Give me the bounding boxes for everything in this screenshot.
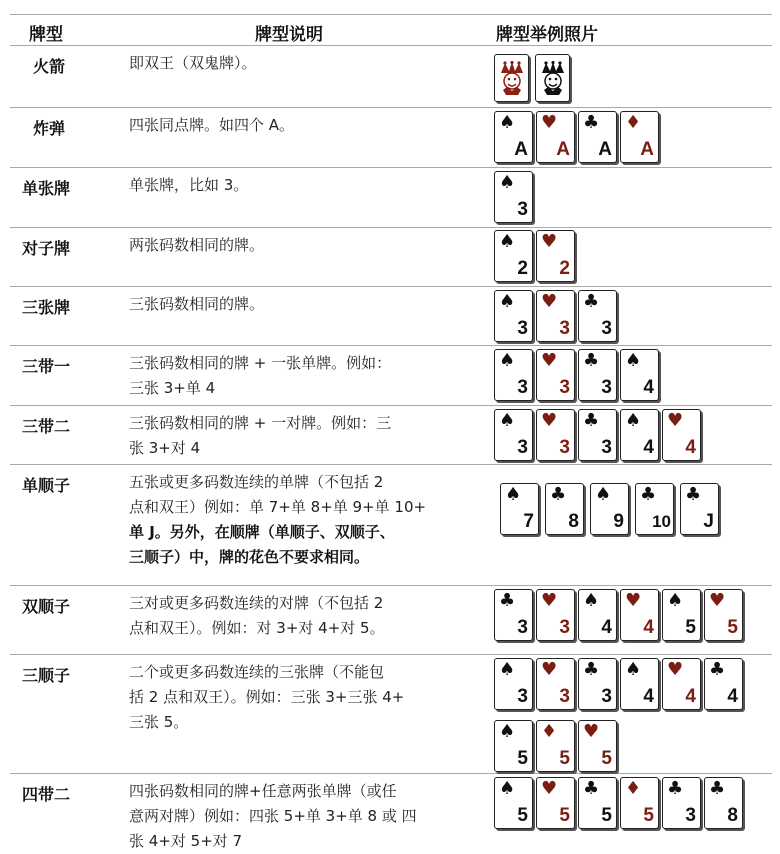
playing-card — [494, 230, 533, 282]
playing-card — [578, 777, 617, 829]
row-name-single: 单张牌 — [22, 179, 71, 198]
card-rank: A — [514, 139, 528, 160]
card-rank: 8 — [568, 511, 579, 532]
spade-icon: ♠ — [499, 291, 516, 312]
club-icon: ♣ — [583, 291, 600, 312]
playing-card — [536, 111, 575, 163]
heart-icon: ♥ — [541, 590, 558, 611]
playing-card — [536, 230, 575, 282]
card-rank: 3 — [559, 686, 570, 707]
playing-card — [680, 483, 719, 535]
playing-card — [536, 777, 575, 829]
card-rank: 4 — [727, 686, 738, 707]
playing-card — [500, 483, 539, 535]
row-rule — [10, 654, 772, 655]
heart-icon: ♥ — [667, 659, 684, 680]
row-name-triple-one: 三带一 — [22, 357, 71, 376]
row-description: 三张码数相同的牌 + 一张单牌。例如： 三张 3+单 4 — [129, 354, 392, 397]
header-rule — [10, 45, 772, 46]
heart-icon: ♥ — [541, 659, 558, 680]
card-rank: 4 — [643, 617, 654, 638]
playing-card — [578, 589, 617, 641]
card-rank: 4 — [685, 686, 696, 707]
diamond-icon: ♦ — [625, 778, 642, 799]
card-rank: 4 — [643, 377, 654, 398]
row-rule — [10, 773, 772, 774]
row-rule — [10, 464, 772, 465]
diamond-icon: ♦ — [541, 721, 558, 742]
row-name-triple: 三张牌 — [22, 298, 71, 317]
row-name-pair-straight: 双顺子 — [22, 597, 71, 616]
spade-icon: ♠ — [583, 590, 600, 611]
club-icon: ♣ — [583, 112, 600, 133]
spade-icon: ♠ — [499, 172, 516, 193]
row-rule — [10, 227, 772, 228]
spade-icon: ♠ — [625, 410, 642, 431]
playing-card — [536, 349, 575, 401]
row-description: 五张或更多码数连续的单牌（不包括 2 点和双王）例如：单 7+单 8+单 9+单 10+ 单 J。另外，在顺牌（单顺子、双顺子、 三顺子）中，牌的花色不要求相同。 — [129, 473, 427, 566]
club-icon: ♣ — [583, 410, 600, 431]
card-rank: 4 — [643, 686, 654, 707]
spade-icon: ♠ — [499, 350, 516, 371]
heart-icon: ♥ — [541, 350, 558, 371]
card-rank: 4 — [643, 437, 654, 458]
heart-icon: ♥ — [667, 410, 684, 431]
playing-card — [635, 483, 674, 535]
card-rank: A — [556, 139, 570, 160]
card-rank: 3 — [559, 377, 570, 398]
playing-card — [662, 658, 701, 710]
card-rank: 3 — [559, 617, 570, 638]
card-rank: 5 — [643, 805, 654, 826]
playing-card — [494, 777, 533, 829]
header-example: 牌型举例照片 — [496, 25, 598, 45]
playing-card — [545, 483, 584, 535]
card-rank: 3 — [559, 318, 570, 339]
row-rule — [10, 286, 772, 287]
playing-card — [620, 349, 659, 401]
spade-icon: ♠ — [667, 590, 684, 611]
card-rank: A — [598, 139, 612, 160]
card-rank: 3 — [517, 686, 528, 707]
card-rank: A — [640, 139, 654, 160]
row-description: 四张码数相同的牌+任意两张单牌（或任 意两对牌）例如：四张 5+单 3+单 8 或 四 张 4+对 5+对 7 — [129, 782, 417, 850]
playing-card — [620, 111, 659, 163]
spade-icon: ♠ — [625, 350, 642, 371]
spade-icon: ♠ — [499, 112, 516, 133]
row-rule — [10, 107, 772, 108]
row-description: 三张码数相同的牌 + 一对牌。例如：三 张 3+对 4 — [129, 414, 392, 457]
row-description: 即双王（双鬼牌）。 — [129, 54, 257, 72]
card-rank: 5 — [559, 805, 570, 826]
card-rank: 3 — [601, 318, 612, 339]
card-rank: 3 — [517, 617, 528, 638]
playing-card — [578, 290, 617, 342]
playing-card — [620, 409, 659, 461]
club-icon: ♣ — [583, 350, 600, 371]
card-rank: 4 — [685, 437, 696, 458]
heart-icon: ♥ — [583, 721, 600, 742]
card-rank: 3 — [601, 377, 612, 398]
row-name-straight: 单顺子 — [22, 476, 71, 495]
card-rank: 3 — [517, 318, 528, 339]
playing-card — [662, 589, 701, 641]
club-icon: ♣ — [583, 659, 600, 680]
playing-card — [494, 171, 533, 223]
playing-card — [536, 290, 575, 342]
playing-card — [704, 589, 743, 641]
playing-card — [578, 111, 617, 163]
heart-icon: ♥ — [541, 410, 558, 431]
playing-card — [494, 589, 533, 641]
club-icon: ♣ — [640, 484, 657, 505]
table-top-rule — [10, 14, 772, 15]
playing-card — [494, 658, 533, 710]
playing-card — [590, 483, 629, 535]
heart-icon: ♥ — [625, 590, 642, 611]
card-rank: 4 — [601, 617, 612, 638]
row-name-triple-straight: 三顺子 — [22, 666, 71, 685]
playing-card — [662, 409, 701, 461]
row-description: 二个或更多码数连续的三张牌（不能包 括 2 点和双王）。例如：三张 3+三张 4+ 三张 5。 — [129, 663, 405, 731]
row-rule — [10, 345, 772, 346]
row-name-four-two: 四带二 — [22, 785, 71, 804]
card-rank: 9 — [613, 511, 624, 532]
club-icon: ♣ — [709, 659, 726, 680]
row-rule — [10, 167, 772, 168]
heart-icon: ♥ — [541, 231, 558, 252]
header-description: 牌型说明 — [255, 25, 323, 45]
club-icon: ♣ — [499, 590, 516, 611]
card-rank: 3 — [517, 377, 528, 398]
heart-icon: ♥ — [541, 112, 558, 133]
row-description: 三对或更多码数连续的对牌（不包括 2 点和双王）。例如：对 3+对 4+对 5。 — [129, 594, 385, 637]
card-rank: 3 — [601, 437, 612, 458]
club-icon: ♣ — [685, 484, 702, 505]
card-rank: 2 — [517, 258, 528, 279]
row-name-triple-two: 三带二 — [22, 417, 71, 436]
club-icon: ♣ — [583, 778, 600, 799]
card-rank: 3 — [601, 686, 612, 707]
heart-icon: ♥ — [709, 590, 726, 611]
playing-card — [536, 720, 575, 772]
spade-icon: ♠ — [499, 659, 516, 680]
club-icon: ♣ — [667, 778, 684, 799]
card-rank: 3 — [517, 437, 528, 458]
card-rank: 5 — [517, 805, 528, 826]
playing-card — [620, 777, 659, 829]
playing-card — [704, 777, 743, 829]
row-rule — [10, 405, 772, 406]
card-rank: 5 — [727, 617, 738, 638]
playing-card — [494, 409, 533, 461]
card-rank: 3 — [685, 805, 696, 826]
playing-card — [578, 658, 617, 710]
row-description: 单张牌，比如 3。 — [129, 176, 249, 194]
playing-card — [620, 658, 659, 710]
playing-card — [536, 658, 575, 710]
row-name-rocket: 火箭 — [33, 57, 66, 76]
row-name-pair: 对子牌 — [22, 239, 71, 258]
card-rank: 8 — [727, 805, 738, 826]
spade-icon: ♠ — [625, 659, 642, 680]
spade-icon: ♠ — [499, 721, 516, 742]
playing-card — [578, 409, 617, 461]
row-name-bomb: 炸弹 — [33, 119, 66, 138]
spade-icon: ♠ — [595, 484, 612, 505]
black-joker-icon — [535, 54, 570, 102]
spade-icon: ♠ — [505, 484, 522, 505]
card-rank: J — [703, 511, 714, 532]
spade-icon: ♠ — [499, 231, 516, 252]
card-rank: 7 — [523, 511, 534, 532]
playing-card — [662, 777, 701, 829]
club-icon: ♣ — [709, 778, 726, 799]
playing-card — [620, 589, 659, 641]
card-rank: 3 — [559, 437, 570, 458]
diamond-icon: ♦ — [625, 112, 642, 133]
spade-icon: ♠ — [499, 410, 516, 431]
row-description: 四张同点牌。如四个 A。 — [129, 116, 295, 134]
row-description: 三张码数相同的牌。 — [129, 295, 265, 313]
card-rank: 5 — [601, 748, 612, 769]
playing-card — [578, 720, 617, 772]
spade-icon: ♠ — [499, 778, 516, 799]
card-rank: 5 — [559, 748, 570, 769]
red-joker-icon — [494, 54, 529, 102]
heart-icon: ♥ — [541, 291, 558, 312]
card-rank: 5 — [517, 748, 528, 769]
card-rank: 3 — [517, 199, 528, 220]
playing-card — [494, 720, 533, 772]
playing-card — [494, 111, 533, 163]
playing-card — [494, 349, 533, 401]
playing-card — [536, 409, 575, 461]
playing-card — [704, 658, 743, 710]
playing-card — [536, 589, 575, 641]
header-type: 牌型 — [29, 25, 63, 45]
heart-icon: ♥ — [541, 778, 558, 799]
playing-card — [494, 290, 533, 342]
card-rank: 5 — [601, 805, 612, 826]
card-rank: 2 — [559, 258, 570, 279]
card-rank: 5 — [685, 617, 696, 638]
club-icon: ♣ — [550, 484, 567, 505]
card-rank: 10 — [652, 512, 671, 531]
row-description: 两张码数相同的牌。 — [129, 236, 265, 254]
row-rule — [10, 585, 772, 586]
playing-card — [578, 349, 617, 401]
